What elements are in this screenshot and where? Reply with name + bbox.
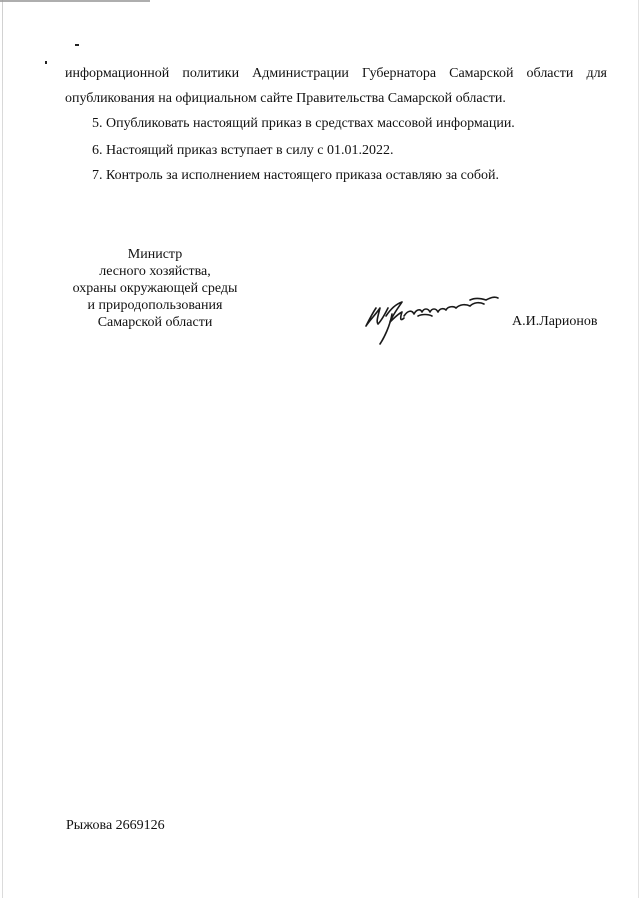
position-line: Министр bbox=[127, 247, 183, 262]
list-item-7: 7. Контроль за исполнением настоящего приказа оставляю за собой. bbox=[92, 168, 500, 183]
position-line: лесного хозяйства, bbox=[99, 264, 211, 279]
scan-edge-left bbox=[2, 0, 3, 898]
scan-top-artifact bbox=[0, 0, 150, 6]
position-line: Самарской области bbox=[97, 315, 213, 330]
list-item-6: 6. Настоящий приказ вступает в силу с 01.01.2022. bbox=[92, 143, 394, 158]
position-line: и природопользования bbox=[87, 298, 223, 313]
scan-speck bbox=[45, 61, 47, 64]
list-item-5: 5. Опубликовать настоящий приказ в средствах массовой информации. bbox=[92, 116, 515, 131]
paragraph-continuation-line-1: информационной политики Администрации Губернатора Самарской области для bbox=[65, 66, 607, 81]
handwritten-signature bbox=[362, 286, 502, 348]
paragraph-continuation-line-2: опубликования на официальном сайте Правительства Самарской области. bbox=[65, 91, 506, 106]
signer-name: А.И.Ларионов bbox=[512, 314, 598, 329]
executor-info: Рыжова 2669126 bbox=[66, 818, 165, 833]
scan-speck bbox=[75, 44, 79, 46]
position-line: охраны окружающей среды bbox=[72, 281, 238, 296]
signatory-position bbox=[58, 246, 252, 331]
scan-edge-right bbox=[638, 0, 639, 898]
